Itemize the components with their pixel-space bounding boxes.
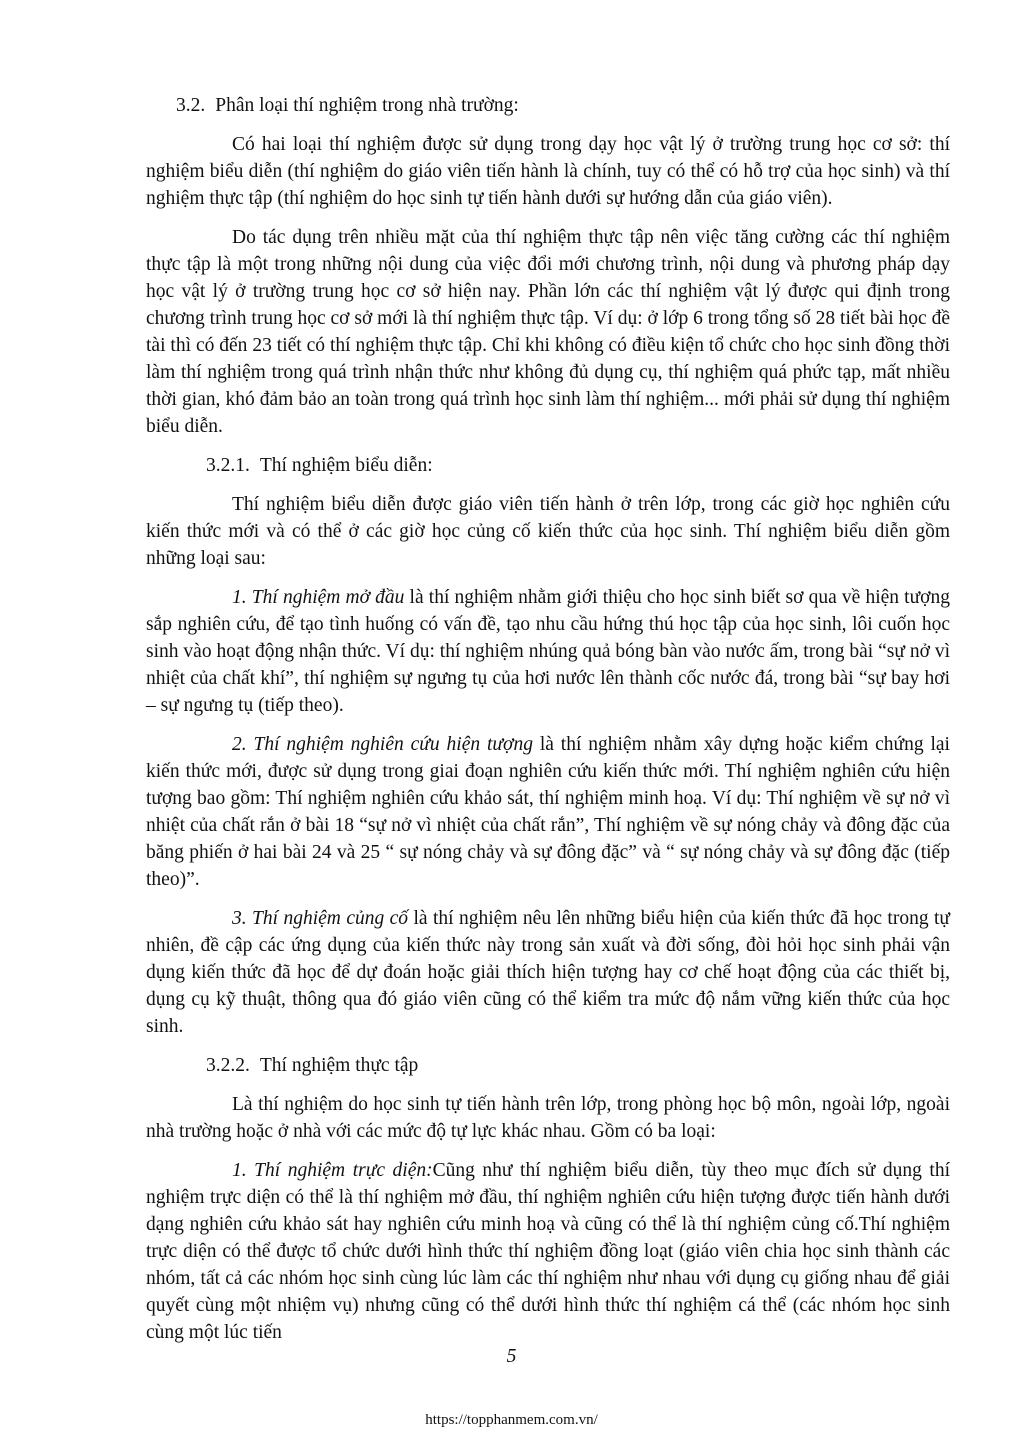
- paragraph: Có hai loại thí nghiệm được sử dụng trong dạy học vật lý ở trường trung học cơ sở: thí nghiệm biểu diễn (thí nghiệm do giáo viên tiến hành là chính, tuy có thể có hỗ trợ của học sinh) và thí nghiệm thực tập (thí nghiệm do học sinh tự tiến hành dưới sự hướng dẫn của giáo viên).: [146, 134, 950, 209]
- section-number: 3.2.2.: [206, 1055, 250, 1076]
- list-item-term: 2. Thí nghiệm nghiên cứu hiện tượng: [232, 734, 533, 755]
- list-item-term: 1. Thí nghiệm trực diện:: [232, 1160, 433, 1181]
- section-title: Phân loại thí nghiệm trong nhà trường:: [215, 95, 519, 116]
- paragraph: Do tác dụng trên nhiều mặt của thí nghiệm thực tập nên việc tăng cường các thí nghiệm thực tập là một trong những nội dung của việc đổi mới chương trình, nội dung và phương pháp dạy học vật lý ở trường trung học cơ sở hiện nay. Phần lớn các thí nghiệm vật lý được qui định trong chương trình trung học cơ sở mới là thí nghiệm thực tập. Ví dụ: ở lớp 6 trong tổng số 28 tiết bài học đề tài thì có đến 23 tiết có thí nghiệm thực tập. Chỉ khi không có điều kiện tổ chức cho học sinh đồng thời làm thí nghiệm trong quá trình nhận thức như không đủ dụng cụ, thí nghiệm quá phức tạp, mất nhiều thời gian, khó đảm bảo an toàn trong quá trình học sinh làm thí nghiệm... mới phải sử dụng thí nghiệm biểu diễn.: [146, 227, 950, 437]
- paragraph: Thí nghiệm biểu diễn được giáo viên tiến hành ở trên lớp, trong các giờ học nghiên cứu kiến thức mới và có thể ở các giờ học củng cố kiến thức của học sinh. Thí nghiệm biểu diễn gồm những loại sau:: [146, 494, 950, 569]
- section-number: 3.2.1.: [206, 455, 250, 476]
- list-item: [146, 584, 950, 719]
- footer-url: https://topphanmem.com.vn/: [425, 1412, 598, 1428]
- list-item-text: là thí nghiệm nêu lên những biểu hiện của kiến thức đã học trong tự nhiên, đề cập các ứng dụng của kiến thức này trong sản xuất và đời sống, đòi hỏi học sinh phải vận dụng kiến thức đã học để dự đoán hoặc giải thích hiện tượng hay cơ chế hoạt động của các thiết bị, dụng cụ kỹ thuật, thông qua đó giáo viên cũng có thể kiểm tra mức độ nắm vững kiến thức của học sinh.: [146, 908, 951, 1037]
- document-page: [146, 92, 950, 1358]
- list-item: [146, 1157, 950, 1346]
- list-item-text: là thí nghiệm nhằm giới thiệu cho học sinh biết sơ qua về hiện tượng sắp nghiên cứu, để tạo tình huống có vấn đề, tạo nhu cầu hứng thú học tập của học sinh, lôi cuốn học sinh vào hoạt động nhận thức. Ví dụ: thí nghiệm nhúng quả bóng bàn vào nước ấm, trong bài “sự nở vì nhiệt của chất khí”, thí nghiệm sự ngưng tụ của hơi nước lên thành cốc nước đá, trong bài “sự bay hơi – sự ngưng tụ (tiếp theo).: [146, 587, 950, 716]
- section-title: Thí nghiệm thực tập: [259, 1055, 419, 1076]
- list-item-text: Cũng như thí nghiệm biểu diễn, tùy theo mục đích sử dụng thí nghiệm trực diện có thể là thí nghiệm mở đầu, thí nghiệm nghiên cứu hiện tượng được tiến hành dưới dạng nghiên cứu khảo sát hay nghiên cứu minh hoạ và cũng có thể là thí nghiệm củng cố.Thí nghiệm trực diện có thể được tổ chức dưới hình thức thí nghiệm đồng loạt (giáo viên chia học sinh thành các nhóm, tất cả các nhóm học sinh cùng lúc làm các thí nghiệm như nhau với dụng cụ giống nhau để giải quyết cùng một nhiệm vụ) nhưng cũng có thể dưới hình thức thí nghiệm cá thể (các nhóm học sinh cùng một lúc tiến: [146, 1160, 950, 1343]
- section-heading-3-2-1: [146, 452, 950, 479]
- list-item: [146, 731, 950, 893]
- paragraph: Là thí nghiệm do học sinh tự tiến hành trên lớp, trong phòng học bộ môn, ngoài lớp, ngoài nhà trường hoặc ở nhà với các mức độ tự lực khác nhau. Gồm có ba loại:: [146, 1094, 950, 1142]
- section-number: 3.2.: [176, 95, 206, 116]
- list-item-term: 3. Thí nghiệm củng cố: [232, 908, 409, 929]
- section-title: Thí nghiệm biểu diễn:: [259, 455, 433, 476]
- list-item-term: 1. Thí nghiệm mở đầu: [232, 587, 405, 608]
- list-item-text: là thí nghiệm nhằm xây dựng hoặc kiểm chứng lại kiến thức mới, được sử dụng trong giai đoạn nghiên cứu kiến thức mới. Thí nghiệm nghiên cứu hiện tượng bao gồm: Thí nghiệm nghiên cứu khảo sát, thí nghiệm minh hoạ. Ví dụ: Thí nghiệm về sự nở vì nhiệt của chất rắn ở bài 18 “sự nở vì nhiệt của chất rắn”, Thí nghiệm về sự nóng chảy và đông đặc của băng phiến ở hai bài 24 và 25 “ sự nóng chảy và sự đông đặc” và “ sự nóng chảy và sự đông đặc (tiếp theo)”.: [146, 734, 950, 890]
- list-item: [146, 905, 950, 1040]
- page-number: 5: [506, 1346, 517, 1367]
- section-heading-3-2: [146, 92, 950, 119]
- section-heading-3-2-2: [146, 1052, 950, 1079]
